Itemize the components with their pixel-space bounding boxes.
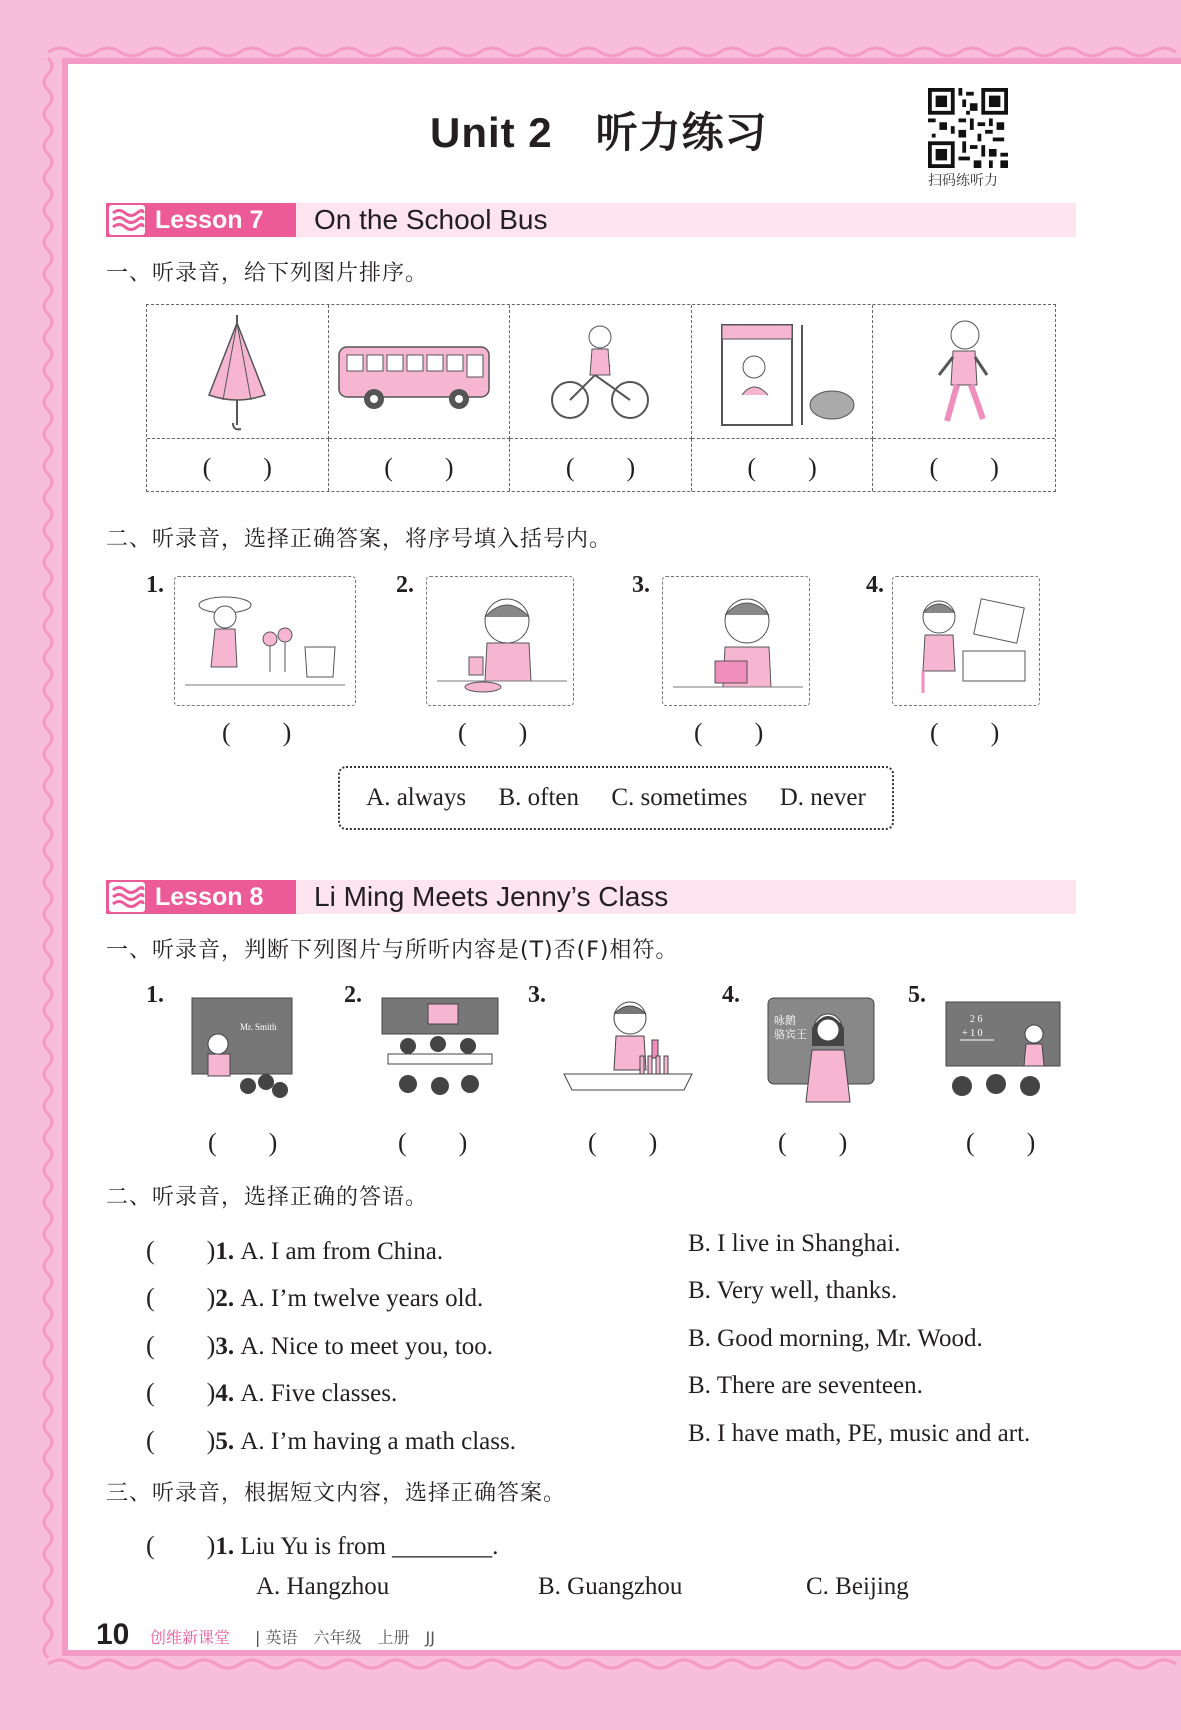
math-class-icon xyxy=(942,998,1064,1108)
question-end: . xyxy=(492,1533,499,1560)
waves-icon xyxy=(109,882,145,912)
walking-boy-icon xyxy=(873,305,1053,437)
boy-reading-icon xyxy=(663,577,809,705)
option-b: B. often xyxy=(498,784,579,811)
question-number: 1. xyxy=(215,1533,235,1560)
item-number: 4. xyxy=(722,982,740,1008)
umbrella-cell xyxy=(147,305,329,439)
question-text: Liu Yu is from xyxy=(240,1533,386,1560)
answer-paren-l7-3[interactable]: ( ) xyxy=(694,718,764,747)
answer-cell-2[interactable] xyxy=(329,439,511,491)
math-class-picture xyxy=(942,998,1064,1108)
chinese-teacher-picture xyxy=(766,994,876,1108)
page-sheet xyxy=(62,58,1181,1656)
gardening-girl-icon xyxy=(175,577,355,705)
answer-cell-3[interactable] xyxy=(510,439,692,491)
question-number: 4. xyxy=(215,1380,235,1407)
answer-paren-l7-2[interactable]: ( ) xyxy=(458,718,528,747)
item-number: 1. xyxy=(146,572,164,598)
option-a: A. Nice to meet you, too. xyxy=(240,1333,494,1360)
answer-paren[interactable]: ( ) xyxy=(146,1283,216,1312)
answer-paren[interactable]: ( ) xyxy=(146,1531,216,1560)
answer-cell-4[interactable] xyxy=(692,439,874,491)
lesson8-tag-label: Lesson 8 xyxy=(155,882,264,911)
lesson7-tag xyxy=(106,203,296,237)
chinese-teacher-icon xyxy=(766,994,876,1108)
question-number: 3. xyxy=(215,1333,235,1360)
option-c: C. Beijing xyxy=(806,1573,909,1600)
answer-paren[interactable]: ( ) xyxy=(146,1426,216,1455)
science-class-icon xyxy=(560,994,696,1108)
bus-window-icon xyxy=(692,305,872,437)
boy-computer-icon xyxy=(893,577,1039,705)
waves-icon xyxy=(109,205,145,235)
board-text: Mr. Smith xyxy=(240,1022,277,1032)
svg-text:骆宾王: 骆宾王 xyxy=(774,1028,807,1041)
frequency-options-box xyxy=(338,766,894,830)
lesson7-tag-label: Lesson 7 xyxy=(155,205,264,234)
option-b: B. Guangzhou xyxy=(538,1573,683,1600)
question-number: 2. xyxy=(215,1285,235,1312)
option-b: B. I have math, PE, music and art. xyxy=(688,1420,1031,1447)
item-number: 5. xyxy=(908,982,926,1008)
item-number: 3. xyxy=(528,982,546,1008)
option-c: C. sometimes xyxy=(611,784,748,811)
question-row xyxy=(146,1230,443,1267)
lesson7-name: On the School Bus xyxy=(314,204,548,235)
reading-picture xyxy=(662,576,810,706)
science-class-picture xyxy=(560,994,696,1108)
page-number: 10 xyxy=(96,1618,130,1651)
school-bus-icon xyxy=(329,305,509,437)
lesson8-bar xyxy=(106,880,1076,914)
question-row xyxy=(146,1525,498,1562)
answer-paren[interactable]: ( ) xyxy=(146,1331,216,1360)
gardening-picture xyxy=(174,576,356,706)
lesson8-part1-heading: 一、听录音，判断下列图片与所听内容是(T)否(F)相符。 xyxy=(106,938,679,963)
qr-code-icon[interactable] xyxy=(928,88,1008,168)
answer-cell-1[interactable] xyxy=(147,439,329,491)
qr-caption: 扫码练听力 xyxy=(928,173,998,189)
classroom-students-icon xyxy=(378,994,502,1108)
option-b: B. I live in Shanghai. xyxy=(688,1230,901,1257)
option-a: A. Hangzhou xyxy=(256,1573,390,1600)
bus-window-cell xyxy=(692,305,874,439)
answer-cell-5[interactable] xyxy=(873,439,1055,491)
answer-paren: ( ) xyxy=(747,452,817,482)
drinking-picture xyxy=(426,576,574,706)
footer-info: | 英语 六年级 上册 JJ xyxy=(255,1628,435,1647)
answer-blank[interactable]: ________ xyxy=(392,1533,493,1560)
option-b: B. Very well, thanks. xyxy=(688,1277,898,1304)
option-d: D. never xyxy=(779,784,866,811)
option-b: B. Good morning, Mr. Wood. xyxy=(688,1325,983,1352)
item-number: 4. xyxy=(866,572,884,598)
picture-order-grid xyxy=(146,304,1056,492)
footer-brand: 创维新课堂 xyxy=(150,1628,231,1647)
question-row xyxy=(146,1372,397,1409)
lesson8-name: Li Ming Meets Jenny’s Class xyxy=(314,881,669,912)
question-row xyxy=(146,1325,493,1362)
question-number: 1. xyxy=(215,1238,235,1265)
bus-cell xyxy=(329,305,511,439)
answer-paren-l8-3[interactable]: ( ) xyxy=(588,1128,658,1157)
question-row xyxy=(146,1277,483,1314)
svg-text:2 6: 2 6 xyxy=(970,1014,983,1025)
answer-paren-l8-1[interactable]: ( ) xyxy=(208,1128,278,1157)
classroom-teacher-icon xyxy=(188,994,298,1108)
answer-paren: ( ) xyxy=(202,452,272,482)
lesson8-tag xyxy=(106,880,296,914)
option-a: A. always xyxy=(366,784,467,811)
lesson8-part2-heading: 二、听录音，选择正确的答语。 xyxy=(106,1185,429,1210)
answer-paren-l7-1[interactable]: ( ) xyxy=(222,718,292,747)
answer-paren-l8-2[interactable]: ( ) xyxy=(398,1128,468,1157)
svg-text:+ 1 0: + 1 0 xyxy=(962,1028,983,1039)
page-title: Unit 2 听力练习 xyxy=(430,109,768,156)
computer-picture xyxy=(892,576,1040,706)
option-b: B. There are seventeen. xyxy=(688,1372,923,1399)
question-number: 5. xyxy=(215,1428,235,1455)
item-number: 1. xyxy=(146,982,164,1008)
item-number: 2. xyxy=(396,572,414,598)
question-row xyxy=(146,1420,516,1457)
classroom-teacher-picture xyxy=(188,994,298,1108)
option-a: A. Five classes. xyxy=(240,1380,398,1407)
answer-paren: ( ) xyxy=(565,452,636,482)
answer-paren[interactable]: ( ) xyxy=(146,1378,216,1407)
svg-text:咏鹅: 咏鹅 xyxy=(774,1014,796,1027)
walking-boy-cell xyxy=(873,305,1055,439)
option-a: A. I’m having a math class. xyxy=(240,1428,516,1455)
lesson7-bar xyxy=(106,203,1076,237)
answer-paren-l7-4[interactable]: ( ) xyxy=(930,718,1000,747)
lesson8-part3-heading: 三、听录音，根据短文内容，选择正确答案。 xyxy=(106,1481,567,1506)
option-a: A. I’m twelve years old. xyxy=(240,1285,484,1312)
answer-paren: ( ) xyxy=(929,452,999,482)
bicycle-girl-icon xyxy=(510,305,690,437)
answer-paren-l8-5[interactable]: ( ) xyxy=(966,1128,1036,1157)
girl-drinking-icon xyxy=(427,577,573,705)
lesson7-part1-heading: 一、听录音，给下列图片排序。 xyxy=(106,261,429,286)
umbrella-icon xyxy=(147,305,327,437)
answer-paren-l8-4[interactable]: ( ) xyxy=(778,1128,848,1157)
item-number: 2. xyxy=(344,982,362,1008)
option-a: A. I am from China. xyxy=(240,1238,444,1265)
answer-paren: ( ) xyxy=(384,452,454,482)
answer-paren[interactable]: ( ) xyxy=(146,1236,216,1265)
classroom-students-picture xyxy=(378,994,502,1108)
item-number: 3. xyxy=(632,572,650,598)
bicycle-cell xyxy=(510,305,692,439)
lesson7-part2-heading: 二、听录音，选择正确答案，将序号填入括号内。 xyxy=(106,527,613,552)
